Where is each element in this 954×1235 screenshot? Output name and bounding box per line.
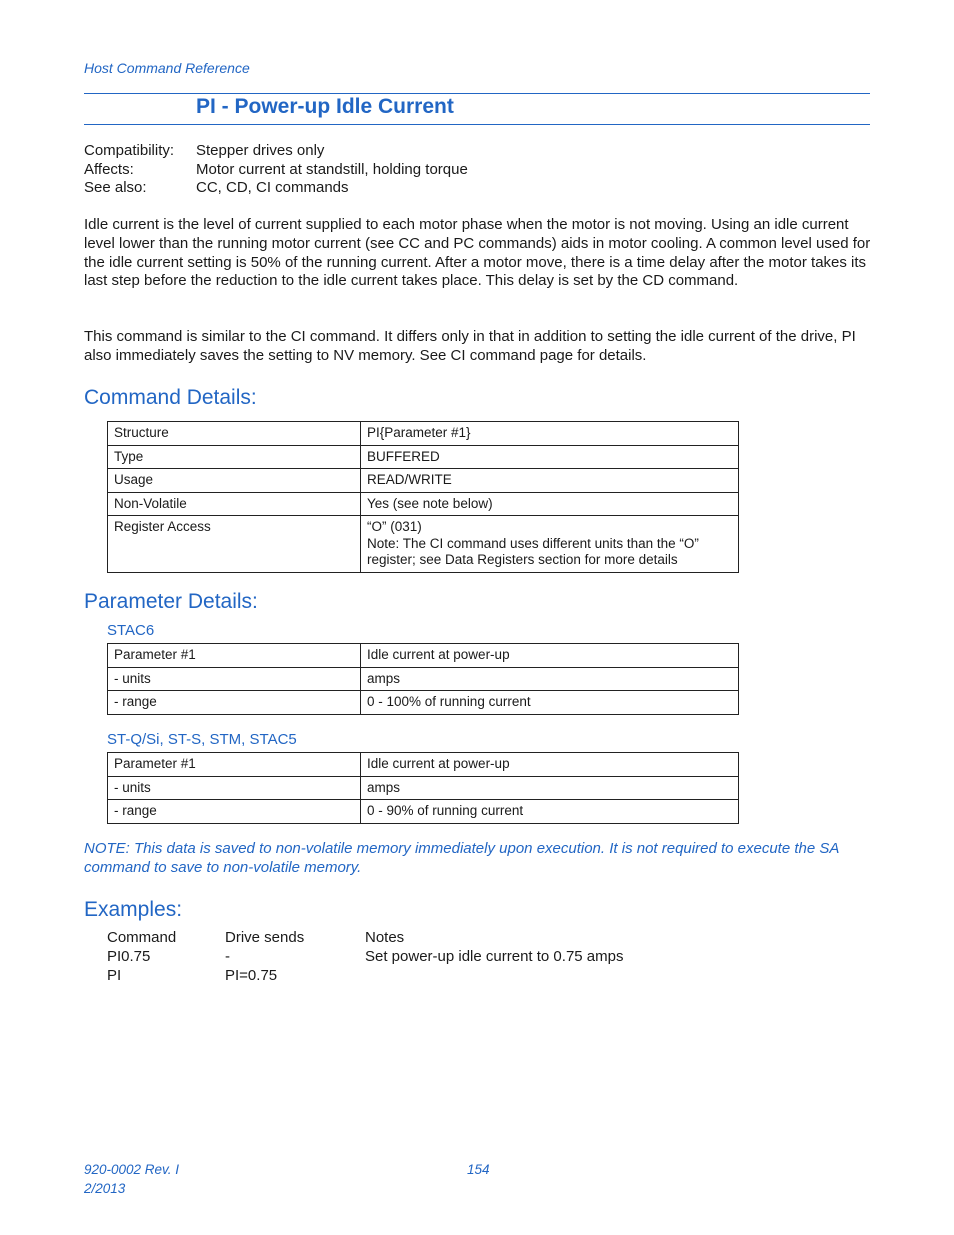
table-cell-label: Usage xyxy=(108,469,361,493)
title-bottom-rule xyxy=(84,124,870,125)
non-volatile-note: NOTE: This data is saved to non-volatile memory immediately upon execution. It is not required to execute the SA command to save to non-volatile memory. xyxy=(84,840,839,876)
table-row xyxy=(108,492,739,516)
table-cell-label: Non-Volatile xyxy=(108,492,361,516)
meta-row xyxy=(84,161,468,180)
column-header: Command xyxy=(107,929,177,946)
doc-date: 2/2013 xyxy=(84,1181,126,1196)
table-cell-label: - units xyxy=(108,776,361,800)
table-row xyxy=(108,667,739,691)
command-details-heading: Command Details: xyxy=(84,386,257,409)
table-row xyxy=(108,422,739,446)
table-cell-value: 0 - 100% of running current xyxy=(361,691,739,715)
example-command: PI0.75 xyxy=(107,948,151,965)
example-row xyxy=(107,947,623,966)
title-top-rule xyxy=(84,93,870,94)
table-cell-value: amps xyxy=(361,667,739,691)
parameter-details-heading: Parameter Details: xyxy=(84,590,258,613)
table-row xyxy=(108,800,739,824)
meta-key: See also: xyxy=(84,179,147,196)
table-cell-label: - range xyxy=(108,691,361,715)
table-cell-label: - units xyxy=(108,667,361,691)
table-cell-value xyxy=(361,516,739,573)
register-note-line: Note: The CI command uses different units than the “O” xyxy=(367,535,699,551)
table-row xyxy=(108,776,739,800)
command-details-table xyxy=(107,421,739,573)
page-title: PI - Power-up Idle Current xyxy=(196,95,454,118)
register-value: “O” (031) xyxy=(367,519,422,534)
table-cell-label: Structure xyxy=(108,422,361,446)
column-header: Notes xyxy=(365,929,405,946)
meta-row xyxy=(84,142,468,161)
meta-value: Motor current at standstill, holding torque xyxy=(196,160,468,178)
example-row xyxy=(107,966,623,985)
table-cell-value: 0 - 90% of running current xyxy=(361,800,739,824)
example-drive-sends: PI=0.75 xyxy=(225,967,278,984)
meta-row xyxy=(84,179,468,198)
table-row xyxy=(108,753,739,777)
parameter-table-stq xyxy=(107,752,739,824)
table-cell-value: amps xyxy=(361,776,739,800)
table-row xyxy=(108,445,739,469)
table-row xyxy=(108,516,739,573)
meta-key: Affects: xyxy=(84,160,134,178)
meta-value: CC, CD, CI commands xyxy=(196,179,349,196)
description-paragraph: This command is similar to the CI command. It differs only in that in addition to setting the idle current of the drive, PI also immediately saves the setting to NV memory. See CI command page for details. xyxy=(84,328,856,364)
parameter-table-stac6 xyxy=(107,643,739,715)
table-cell-label: Parameter #1 xyxy=(108,753,361,777)
table-cell-label: Type xyxy=(108,445,361,469)
table-cell-label: - range xyxy=(108,800,361,824)
command-meta xyxy=(84,142,468,198)
column-header: Drive sends xyxy=(225,929,305,946)
table-cell-value: Idle current at power-up xyxy=(361,753,739,777)
table-cell-label: Register Access xyxy=(108,516,361,573)
description-paragraph: Idle current is the level of current supplied to each motor phase when the motor is not moving. Using an idle current level lower than the running motor current (see CC and PC commands) aids in motor cooling. A common level used for the idle current setting is 50% of the running current. After a motor move, there is a time delay after the motor takes its last step before the reduction to the idle current takes place. This delay is set by the CD command. xyxy=(84,216,871,290)
doc-number: 920-0002 Rev. I xyxy=(84,1162,180,1177)
examples-header-row xyxy=(107,928,623,947)
examples-list xyxy=(107,928,623,985)
example-notes: Set power-up idle current to 0.75 amps xyxy=(365,948,624,965)
table-row xyxy=(108,691,739,715)
table-cell-value: Yes (see note below) xyxy=(361,492,739,516)
table-row xyxy=(108,644,739,668)
footer-doc-info xyxy=(84,1160,179,1198)
table-cell-value: BUFFERED xyxy=(361,445,739,469)
table-cell-value: READ/WRITE xyxy=(361,469,739,493)
register-note-line: register; see Data Registers section for more details xyxy=(367,552,678,567)
table-row xyxy=(108,469,739,493)
parameter-group-name: ST-Q/Si, ST-S, STM, STAC5 xyxy=(107,731,297,748)
page-number: 154 xyxy=(467,1162,490,1177)
table-cell-value: Idle current at power-up xyxy=(361,644,739,668)
meta-key: Compatibility: xyxy=(84,142,175,159)
example-command: PI xyxy=(107,967,122,984)
table-cell-value: PI{Parameter #1} xyxy=(361,422,739,446)
table-cell-label: Parameter #1 xyxy=(108,644,361,668)
examples-heading: Examples: xyxy=(84,898,183,921)
running-header: Host Command Reference xyxy=(84,60,250,76)
meta-value: Stepper drives only xyxy=(196,142,325,159)
parameter-group-name: STAC6 xyxy=(107,622,155,639)
example-drive-sends: - xyxy=(225,948,230,965)
